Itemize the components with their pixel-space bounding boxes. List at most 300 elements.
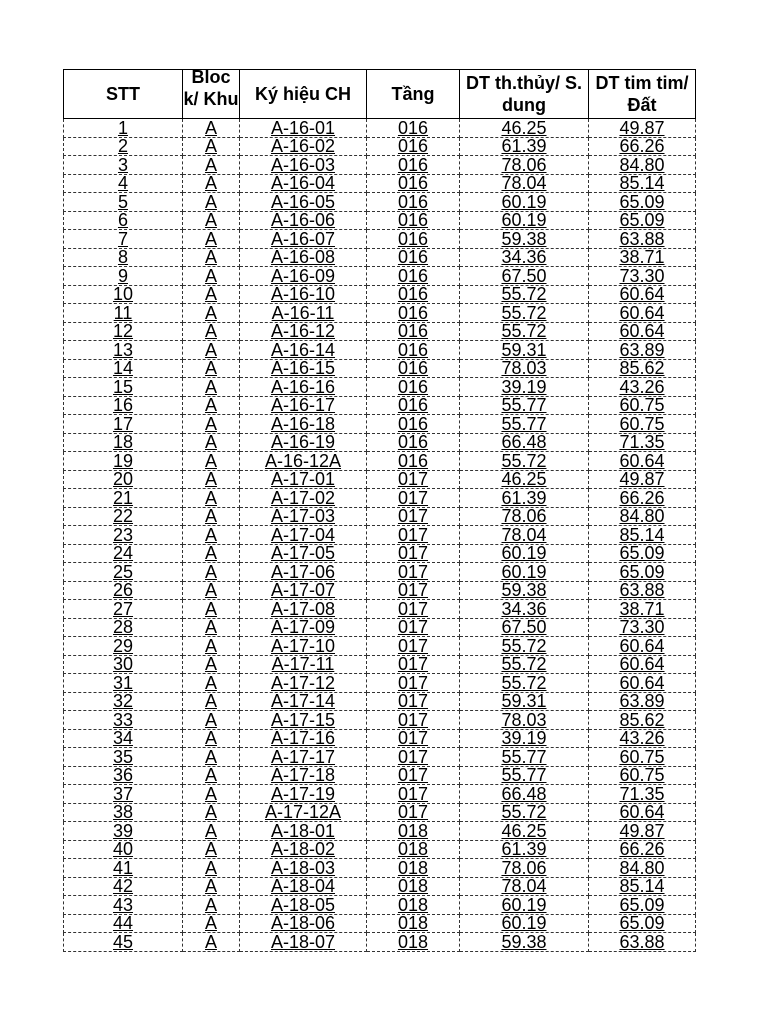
floor-cell: 018 — [367, 914, 460, 933]
area-usage-cell: 67.50 — [460, 618, 589, 637]
floor-cell: 017 — [367, 526, 460, 545]
area-land-cell: 65.09 — [589, 544, 696, 563]
table-row — [64, 563, 696, 582]
block-cell: A — [183, 341, 240, 360]
block-cell: A — [183, 137, 240, 156]
header-block-label: Bloc k/ Khu — [183, 69, 239, 109]
unit-code-cell: A-17-18 — [240, 766, 367, 785]
unit-code-cell: A-16-07 — [240, 230, 367, 249]
table-row — [64, 359, 696, 378]
block-cell: A — [183, 304, 240, 323]
block-cell: A — [183, 859, 240, 878]
area-usage-cell: 55.72 — [460, 803, 589, 822]
stt-cell: 32 — [64, 692, 183, 711]
stt-cell: 16 — [64, 396, 183, 415]
area-usage-cell: 46.25 — [460, 119, 589, 138]
stt-cell: 21 — [64, 489, 183, 508]
block-cell: A — [183, 230, 240, 249]
area-usage-cell: 78.03 — [460, 359, 589, 378]
stt-cell: 9 — [64, 267, 183, 286]
unit-code-cell: A-17-14 — [240, 692, 367, 711]
area-usage-cell: 61.39 — [460, 489, 589, 508]
area-usage-cell: 78.04 — [460, 526, 589, 545]
area-land-cell: 60.64 — [589, 655, 696, 674]
stt-cell: 1 — [64, 119, 183, 138]
area-land-cell: 65.09 — [589, 193, 696, 212]
unit-code-cell: A-17-05 — [240, 544, 367, 563]
area-usage-cell: 61.39 — [460, 137, 589, 156]
block-cell: A — [183, 877, 240, 896]
area-usage-cell: 39.19 — [460, 378, 589, 397]
unit-code-cell: A-17-02 — [240, 489, 367, 508]
header-unit-code-label: Ký hiệu CH — [254, 84, 351, 104]
block-cell: A — [183, 914, 240, 933]
stt-cell: 11 — [64, 304, 183, 323]
unit-code-cell: A-18-07 — [240, 933, 367, 952]
area-usage-cell: 60.19 — [460, 914, 589, 933]
unit-code-cell: A-16-16 — [240, 378, 367, 397]
floor-cell: 017 — [367, 600, 460, 619]
table-row — [64, 803, 696, 822]
block-cell: A — [183, 544, 240, 563]
table-row — [64, 655, 696, 674]
table-row — [64, 433, 696, 452]
header-unit-code — [240, 70, 367, 119]
header-stt — [64, 70, 183, 119]
area-usage-cell: 60.19 — [460, 563, 589, 582]
floor-cell: 017 — [367, 803, 460, 822]
stt-cell: 5 — [64, 193, 183, 212]
unit-code-cell: A-16-08 — [240, 248, 367, 267]
stt-cell: 4 — [64, 174, 183, 193]
block-cell: A — [183, 933, 240, 952]
area-land-cell: 60.75 — [589, 415, 696, 434]
stt-cell: 34 — [64, 729, 183, 748]
area-land-cell: 60.75 — [589, 766, 696, 785]
floor-cell: 018 — [367, 933, 460, 952]
area-land-cell: 60.64 — [589, 322, 696, 341]
table-row — [64, 248, 696, 267]
table-row — [64, 766, 696, 785]
unit-code-cell: A-17-04 — [240, 526, 367, 545]
area-land-cell: 85.62 — [589, 359, 696, 378]
floor-cell: 017 — [367, 655, 460, 674]
floor-cell: 017 — [367, 766, 460, 785]
block-cell: A — [183, 600, 240, 619]
stt-cell: 24 — [64, 544, 183, 563]
table-row — [64, 859, 696, 878]
area-usage-cell: 59.38 — [460, 581, 589, 600]
stt-cell: 7 — [64, 230, 183, 249]
floor-cell: 016 — [367, 267, 460, 286]
area-usage-cell: 59.38 — [460, 933, 589, 952]
block-cell: A — [183, 766, 240, 785]
table-row — [64, 119, 696, 138]
unit-code-cell: A-17-09 — [240, 618, 367, 637]
header-area-usage-label: DT th.thủy/ S. dung — [466, 73, 582, 115]
stt-cell: 43 — [64, 896, 183, 915]
unit-code-cell: A-18-03 — [240, 859, 367, 878]
floor-cell: 016 — [367, 322, 460, 341]
header-area-land-label: DT tim tim/ Đất — [595, 73, 689, 115]
area-land-cell: 66.26 — [589, 840, 696, 859]
area-land-cell: 49.87 — [589, 470, 696, 489]
area-usage-cell: 78.06 — [460, 507, 589, 526]
area-land-cell: 60.64 — [589, 637, 696, 656]
table-row — [64, 137, 696, 156]
unit-code-cell: A-16-12A — [240, 452, 367, 471]
table-row — [64, 378, 696, 397]
floor-cell: 017 — [367, 692, 460, 711]
unit-code-cell: A-18-01 — [240, 822, 367, 841]
area-land-cell: 65.09 — [589, 211, 696, 230]
floor-cell: 016 — [367, 341, 460, 360]
table-row — [64, 785, 696, 804]
block-cell: A — [183, 563, 240, 582]
table-row — [64, 914, 696, 933]
floor-cell: 016 — [367, 378, 460, 397]
block-cell: A — [183, 526, 240, 545]
stt-cell: 14 — [64, 359, 183, 378]
stt-cell: 33 — [64, 711, 183, 730]
floor-cell: 016 — [367, 211, 460, 230]
area-usage-cell: 60.19 — [460, 896, 589, 915]
area-usage-cell: 60.19 — [460, 193, 589, 212]
stt-cell: 17 — [64, 415, 183, 434]
floor-cell: 017 — [367, 711, 460, 730]
table-row — [64, 748, 696, 767]
area-usage-cell: 66.48 — [460, 433, 589, 452]
stt-cell: 29 — [64, 637, 183, 656]
block-cell: A — [183, 322, 240, 341]
table-row — [64, 840, 696, 859]
table-row — [64, 729, 696, 748]
block-cell: A — [183, 637, 240, 656]
area-land-cell: 65.09 — [589, 563, 696, 582]
stt-cell: 39 — [64, 822, 183, 841]
unit-code-cell: A-16-09 — [240, 267, 367, 286]
header-floor — [367, 70, 460, 119]
area-land-cell: 84.80 — [589, 507, 696, 526]
table-row — [64, 174, 696, 193]
table-row — [64, 304, 696, 323]
unit-code-cell: A-17-12A — [240, 803, 367, 822]
block-cell: A — [183, 507, 240, 526]
block-cell: A — [183, 119, 240, 138]
area-usage-cell: 59.31 — [460, 692, 589, 711]
area-usage-cell: 55.72 — [460, 452, 589, 471]
floor-cell: 017 — [367, 563, 460, 582]
stt-cell: 8 — [64, 248, 183, 267]
unit-code-cell: A-18-06 — [240, 914, 367, 933]
area-land-cell: 63.89 — [589, 692, 696, 711]
header-floor-label: Tầng — [391, 84, 435, 104]
stt-cell: 22 — [64, 507, 183, 526]
floor-cell: 016 — [367, 415, 460, 434]
area-usage-cell: 55.72 — [460, 655, 589, 674]
unit-code-cell: A-17-03 — [240, 507, 367, 526]
unit-code-cell: A-16-04 — [240, 174, 367, 193]
area-land-cell: 38.71 — [589, 248, 696, 267]
unit-code-cell: A-18-04 — [240, 877, 367, 896]
block-cell: A — [183, 267, 240, 286]
area-usage-cell: 34.36 — [460, 600, 589, 619]
table-row — [64, 156, 696, 175]
block-cell: A — [183, 822, 240, 841]
block-cell: A — [183, 248, 240, 267]
table-row — [64, 470, 696, 489]
header-area-land — [589, 70, 696, 119]
floor-cell: 017 — [367, 674, 460, 693]
area-land-cell: 66.26 — [589, 137, 696, 156]
stt-cell: 18 — [64, 433, 183, 452]
floor-cell: 017 — [367, 637, 460, 656]
block-cell: A — [183, 452, 240, 471]
floor-cell: 018 — [367, 840, 460, 859]
area-land-cell: 85.14 — [589, 877, 696, 896]
area-land-cell: 71.35 — [589, 785, 696, 804]
stt-cell: 26 — [64, 581, 183, 600]
area-land-cell: 43.26 — [589, 729, 696, 748]
area-usage-cell: 78.04 — [460, 174, 589, 193]
area-usage-cell: 55.77 — [460, 748, 589, 767]
area-land-cell: 73.30 — [589, 267, 696, 286]
floor-cell: 018 — [367, 859, 460, 878]
block-cell: A — [183, 359, 240, 378]
stt-cell: 15 — [64, 378, 183, 397]
table-row — [64, 267, 696, 286]
floor-cell: 016 — [367, 396, 460, 415]
unit-code-cell: A-16-14 — [240, 341, 367, 360]
table-row — [64, 896, 696, 915]
stt-cell: 23 — [64, 526, 183, 545]
stt-cell: 31 — [64, 674, 183, 693]
unit-code-cell: A-16-17 — [240, 396, 367, 415]
block-cell: A — [183, 655, 240, 674]
unit-code-cell: A-16-19 — [240, 433, 367, 452]
area-usage-cell: 59.31 — [460, 341, 589, 360]
floor-cell: 016 — [367, 156, 460, 175]
block-cell: A — [183, 896, 240, 915]
floor-cell: 016 — [367, 174, 460, 193]
unit-code-cell: A-17-10 — [240, 637, 367, 656]
table-row — [64, 692, 696, 711]
floor-cell: 016 — [367, 193, 460, 212]
unit-code-cell: A-17-17 — [240, 748, 367, 767]
area-usage-cell: 55.72 — [460, 637, 589, 656]
area-land-cell: 63.88 — [589, 933, 696, 952]
table-row — [64, 581, 696, 600]
area-land-cell: 63.88 — [589, 581, 696, 600]
stt-cell: 27 — [64, 600, 183, 619]
block-cell: A — [183, 803, 240, 822]
unit-code-cell: A-16-01 — [240, 119, 367, 138]
area-land-cell: 60.64 — [589, 674, 696, 693]
area-land-cell: 65.09 — [589, 896, 696, 915]
unit-code-cell: A-17-07 — [240, 581, 367, 600]
area-land-cell: 85.14 — [589, 174, 696, 193]
unit-code-cell: A-18-02 — [240, 840, 367, 859]
table-row — [64, 933, 696, 952]
floor-cell: 016 — [367, 137, 460, 156]
unit-code-cell: A-16-02 — [240, 137, 367, 156]
area-land-cell: 63.88 — [589, 230, 696, 249]
stt-cell: 6 — [64, 211, 183, 230]
floor-cell: 016 — [367, 119, 460, 138]
table-row — [64, 637, 696, 656]
table-row — [64, 618, 696, 637]
area-land-cell: 63.89 — [589, 341, 696, 360]
stt-cell: 28 — [64, 618, 183, 637]
stt-cell: 36 — [64, 766, 183, 785]
table-row — [64, 193, 696, 212]
stt-cell: 45 — [64, 933, 183, 952]
block-cell: A — [183, 581, 240, 600]
stt-cell: 20 — [64, 470, 183, 489]
area-land-cell: 60.64 — [589, 285, 696, 304]
area-usage-cell: 55.72 — [460, 285, 589, 304]
block-cell: A — [183, 174, 240, 193]
area-land-cell: 71.35 — [589, 433, 696, 452]
stt-cell: 35 — [64, 748, 183, 767]
block-cell: A — [183, 470, 240, 489]
area-land-cell: 66.26 — [589, 489, 696, 508]
table-row — [64, 415, 696, 434]
area-usage-cell: 46.25 — [460, 470, 589, 489]
block-cell: A — [183, 193, 240, 212]
unit-code-cell: A-16-03 — [240, 156, 367, 175]
area-usage-cell: 55.72 — [460, 674, 589, 693]
table-row — [64, 341, 696, 360]
area-land-cell: 65.09 — [589, 914, 696, 933]
unit-code-cell: A-17-12 — [240, 674, 367, 693]
block-cell: A — [183, 378, 240, 397]
area-land-cell: 85.14 — [589, 526, 696, 545]
area-usage-cell: 78.06 — [460, 156, 589, 175]
floor-cell: 017 — [367, 489, 460, 508]
area-land-cell: 85.62 — [589, 711, 696, 730]
floor-cell: 016 — [367, 230, 460, 249]
table-row — [64, 211, 696, 230]
table-row — [64, 285, 696, 304]
unit-code-cell: A-17-08 — [240, 600, 367, 619]
unit-code-cell: A-16-05 — [240, 193, 367, 212]
area-usage-cell: 78.06 — [460, 859, 589, 878]
area-usage-cell: 60.19 — [460, 544, 589, 563]
floor-cell: 017 — [367, 618, 460, 637]
block-cell: A — [183, 618, 240, 637]
block-cell: A — [183, 285, 240, 304]
floor-cell: 018 — [367, 877, 460, 896]
unit-code-cell: A-16-11 — [240, 304, 367, 323]
table-row — [64, 600, 696, 619]
area-usage-cell: 60.19 — [460, 211, 589, 230]
area-usage-cell: 67.50 — [460, 267, 589, 286]
stt-cell: 41 — [64, 859, 183, 878]
stt-cell: 25 — [64, 563, 183, 582]
unit-code-cell: A-17-01 — [240, 470, 367, 489]
unit-code-cell: A-16-18 — [240, 415, 367, 434]
area-land-cell: 73.30 — [589, 618, 696, 637]
unit-code-cell: A-17-06 — [240, 563, 367, 582]
floor-cell: 017 — [367, 470, 460, 489]
area-land-cell: 60.64 — [589, 304, 696, 323]
area-usage-cell: 55.72 — [460, 304, 589, 323]
block-cell: A — [183, 156, 240, 175]
unit-code-cell: A-17-16 — [240, 729, 367, 748]
floor-cell: 016 — [367, 433, 460, 452]
floor-cell: 018 — [367, 896, 460, 915]
area-land-cell: 38.71 — [589, 600, 696, 619]
apartment-table-container — [63, 69, 696, 952]
area-usage-cell: 66.48 — [460, 785, 589, 804]
area-land-cell: 60.75 — [589, 396, 696, 415]
table-row — [64, 322, 696, 341]
block-cell: A — [183, 674, 240, 693]
table-row — [64, 526, 696, 545]
table-row — [64, 822, 696, 841]
table-row — [64, 396, 696, 415]
unit-code-cell: A-16-12 — [240, 322, 367, 341]
area-usage-cell: 34.36 — [460, 248, 589, 267]
area-usage-cell: 55.77 — [460, 766, 589, 785]
floor-cell: 017 — [367, 581, 460, 600]
apartment-table — [63, 69, 696, 952]
floor-cell: 016 — [367, 359, 460, 378]
floor-cell: 017 — [367, 748, 460, 767]
stt-cell: 38 — [64, 803, 183, 822]
area-usage-cell: 39.19 — [460, 729, 589, 748]
stt-cell: 3 — [64, 156, 183, 175]
unit-code-cell: A-17-15 — [240, 711, 367, 730]
table-row — [64, 489, 696, 508]
floor-cell: 017 — [367, 507, 460, 526]
block-cell: A — [183, 840, 240, 859]
stt-cell: 10 — [64, 285, 183, 304]
area-land-cell: 49.87 — [589, 119, 696, 138]
area-land-cell: 84.80 — [589, 859, 696, 878]
block-cell: A — [183, 729, 240, 748]
header-area-usage — [460, 70, 589, 119]
area-usage-cell: 59.38 — [460, 230, 589, 249]
table-row — [64, 877, 696, 896]
block-cell: A — [183, 748, 240, 767]
floor-cell: 017 — [367, 729, 460, 748]
stt-cell: 37 — [64, 785, 183, 804]
table-row — [64, 674, 696, 693]
unit-code-cell: A-16-10 — [240, 285, 367, 304]
table-row — [64, 452, 696, 471]
floor-cell: 016 — [367, 248, 460, 267]
stt-cell: 19 — [64, 452, 183, 471]
stt-cell: 44 — [64, 914, 183, 933]
block-cell: A — [183, 396, 240, 415]
area-usage-cell: 55.77 — [460, 396, 589, 415]
block-cell: A — [183, 415, 240, 434]
unit-code-cell: A-17-11 — [240, 655, 367, 674]
stt-cell: 40 — [64, 840, 183, 859]
unit-code-cell: A-16-06 — [240, 211, 367, 230]
stt-cell: 13 — [64, 341, 183, 360]
area-usage-cell: 61.39 — [460, 840, 589, 859]
header-row — [64, 70, 696, 119]
block-cell: A — [183, 711, 240, 730]
area-land-cell: 84.80 — [589, 156, 696, 175]
area-usage-cell: 55.72 — [460, 322, 589, 341]
header-stt-label: STT — [106, 84, 140, 104]
table-row — [64, 711, 696, 730]
area-usage-cell: 78.03 — [460, 711, 589, 730]
